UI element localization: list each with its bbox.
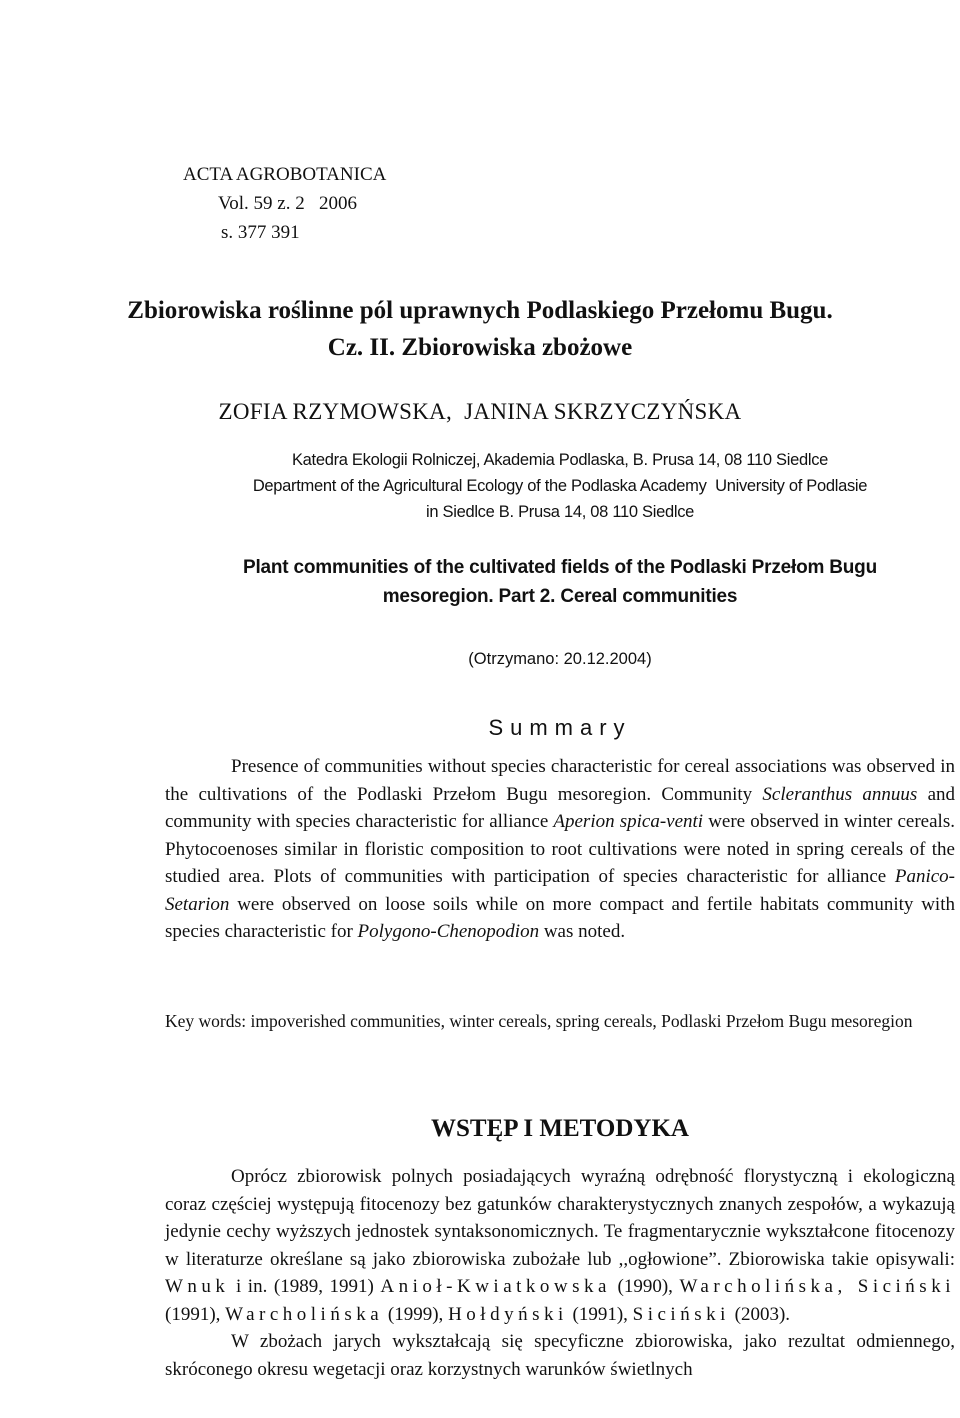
journal-header (183, 160, 386, 247)
paragraph-2: W zbożach jarych wykształcają się specyficzne zbiorowiska, jako rezultat odmiennego, skróconego okresu wegetacji oraz korzystnych warunków świetlnych (165, 1331, 955, 1380)
title-line-2: Cz. II. Zbiorowiska zbożowe (327, 334, 633, 361)
english-title-line-2: mesoregion. Part 2. Cereal communities (382, 586, 738, 607)
authors: ZOFIA RZYMOWSKA, JANINA SKRZYCZYŃSKA (218, 399, 742, 424)
keywords-label: Key words: (165, 1011, 251, 1031)
summary-text-5: was noted. (539, 921, 626, 942)
author-citation-5: Hołdyński (448, 1303, 568, 1325)
summary-text-3: were observed in winter cereals. Phytocoenoses similar in floristic composition to root cultivations were noted in spring cereals of the studied area. Plots of communities with participation of species characteristic for alliance (165, 811, 955, 887)
paragraph-1-text-7: (2003). (729, 1303, 791, 1325)
paragraph-1-text-3: (1990), (610, 1276, 680, 1297)
received-date: (Otrzymano: 20.12.2004) (468, 650, 652, 668)
paragraph-1-text-1: Oprócz zbiorowisk polnych posiadających wyraźną odrębność florystyczną i ekologiczną coraz częściej występują fitocenozy bez gatunków charakterystycznych znanych zespołów, a wykazują jedynie cechy wyższych jednostek syntaksonomicznych. Te fragmentarycznie wykształcone fitocenozy w literaturze określane są jako zbiorowiska zubożałe lub ,,ogłowione”. Zbiorowiska takie opisywali: (165, 1166, 955, 1270)
paragraph-1 (165, 1163, 955, 1328)
summary-text-1: Presence of communities without species characteristic for cereal associations was observed in the cultivations of the Podlaski Przełom Bugu mesoregion. Community (165, 756, 955, 805)
author-citation-2: Anioł-Kwiatkowska (380, 1276, 611, 1297)
summary-heading: Summary (488, 715, 632, 740)
author-citation-3: Warcholińska, Siciński (679, 1276, 955, 1297)
keywords-text: impoverished communities, winter cereals, spring cereals, Podlaski Przełom Bugu mesoregion (250, 1011, 913, 1031)
section-heading: WSTĘP I METODYKA (431, 1115, 689, 1142)
paragraph-1-text-4: (1991), (165, 1303, 226, 1325)
summary-taxon-1: Scleranthus annuus (762, 783, 918, 805)
journal-pages: s. 377 391 (221, 222, 300, 243)
summary-text-4: were observed on loose soils while on more compact and fertile habitats community with species characteristic for (165, 893, 955, 942)
summary-taxon-3: Panico-Setarion (165, 866, 955, 915)
english-title-line-1: Plant communities of the cultivated fields of the Podlaski Przełom Bugu (242, 557, 877, 578)
affiliation-line-1: Katedra Ekologii Rolniczej, Akademia Podlaska, B. Prusa 14, 08 110 Siedlce (291, 451, 829, 469)
paper-title (120, 292, 840, 366)
summary-taxon-2: Aperion spica-venti (553, 811, 704, 832)
summary-taxon-4: Polygono-Chenopodion (357, 921, 540, 942)
affiliation-line-2: Department of the Agricultural Ecology of the Podlaska Academy University of Podlasie (252, 477, 868, 495)
paragraph-1-text-2: i in. (1989, 1991) (229, 1276, 381, 1297)
keywords (165, 1008, 960, 1035)
english-title (160, 553, 960, 611)
author-citation-4: Warcholińska (225, 1303, 384, 1325)
journal-volume: Vol. 59 z. 2 2006 (218, 193, 357, 214)
affiliation-line-3: in Siedlce B. Prusa 14, 08 110 Siedlce (425, 503, 695, 521)
paragraph-1-text-6: (1991), (567, 1303, 633, 1325)
journal-name: ACTA AGROBOTANICA (183, 164, 387, 185)
section-body (165, 1163, 955, 1383)
paragraph-1-text-5: (1999), (383, 1303, 449, 1325)
summary-text-2: and community with species characteristic for alliance (165, 783, 955, 832)
title-line-1: Zbiorowiska roślinne pól uprawnych Podlaskiego Przełomu Bugu. (127, 297, 833, 324)
affiliation (150, 447, 960, 525)
author-citation-1: Wnuk (165, 1276, 230, 1297)
summary-text (165, 753, 955, 946)
author-citation-6: Siciński (632, 1303, 730, 1325)
